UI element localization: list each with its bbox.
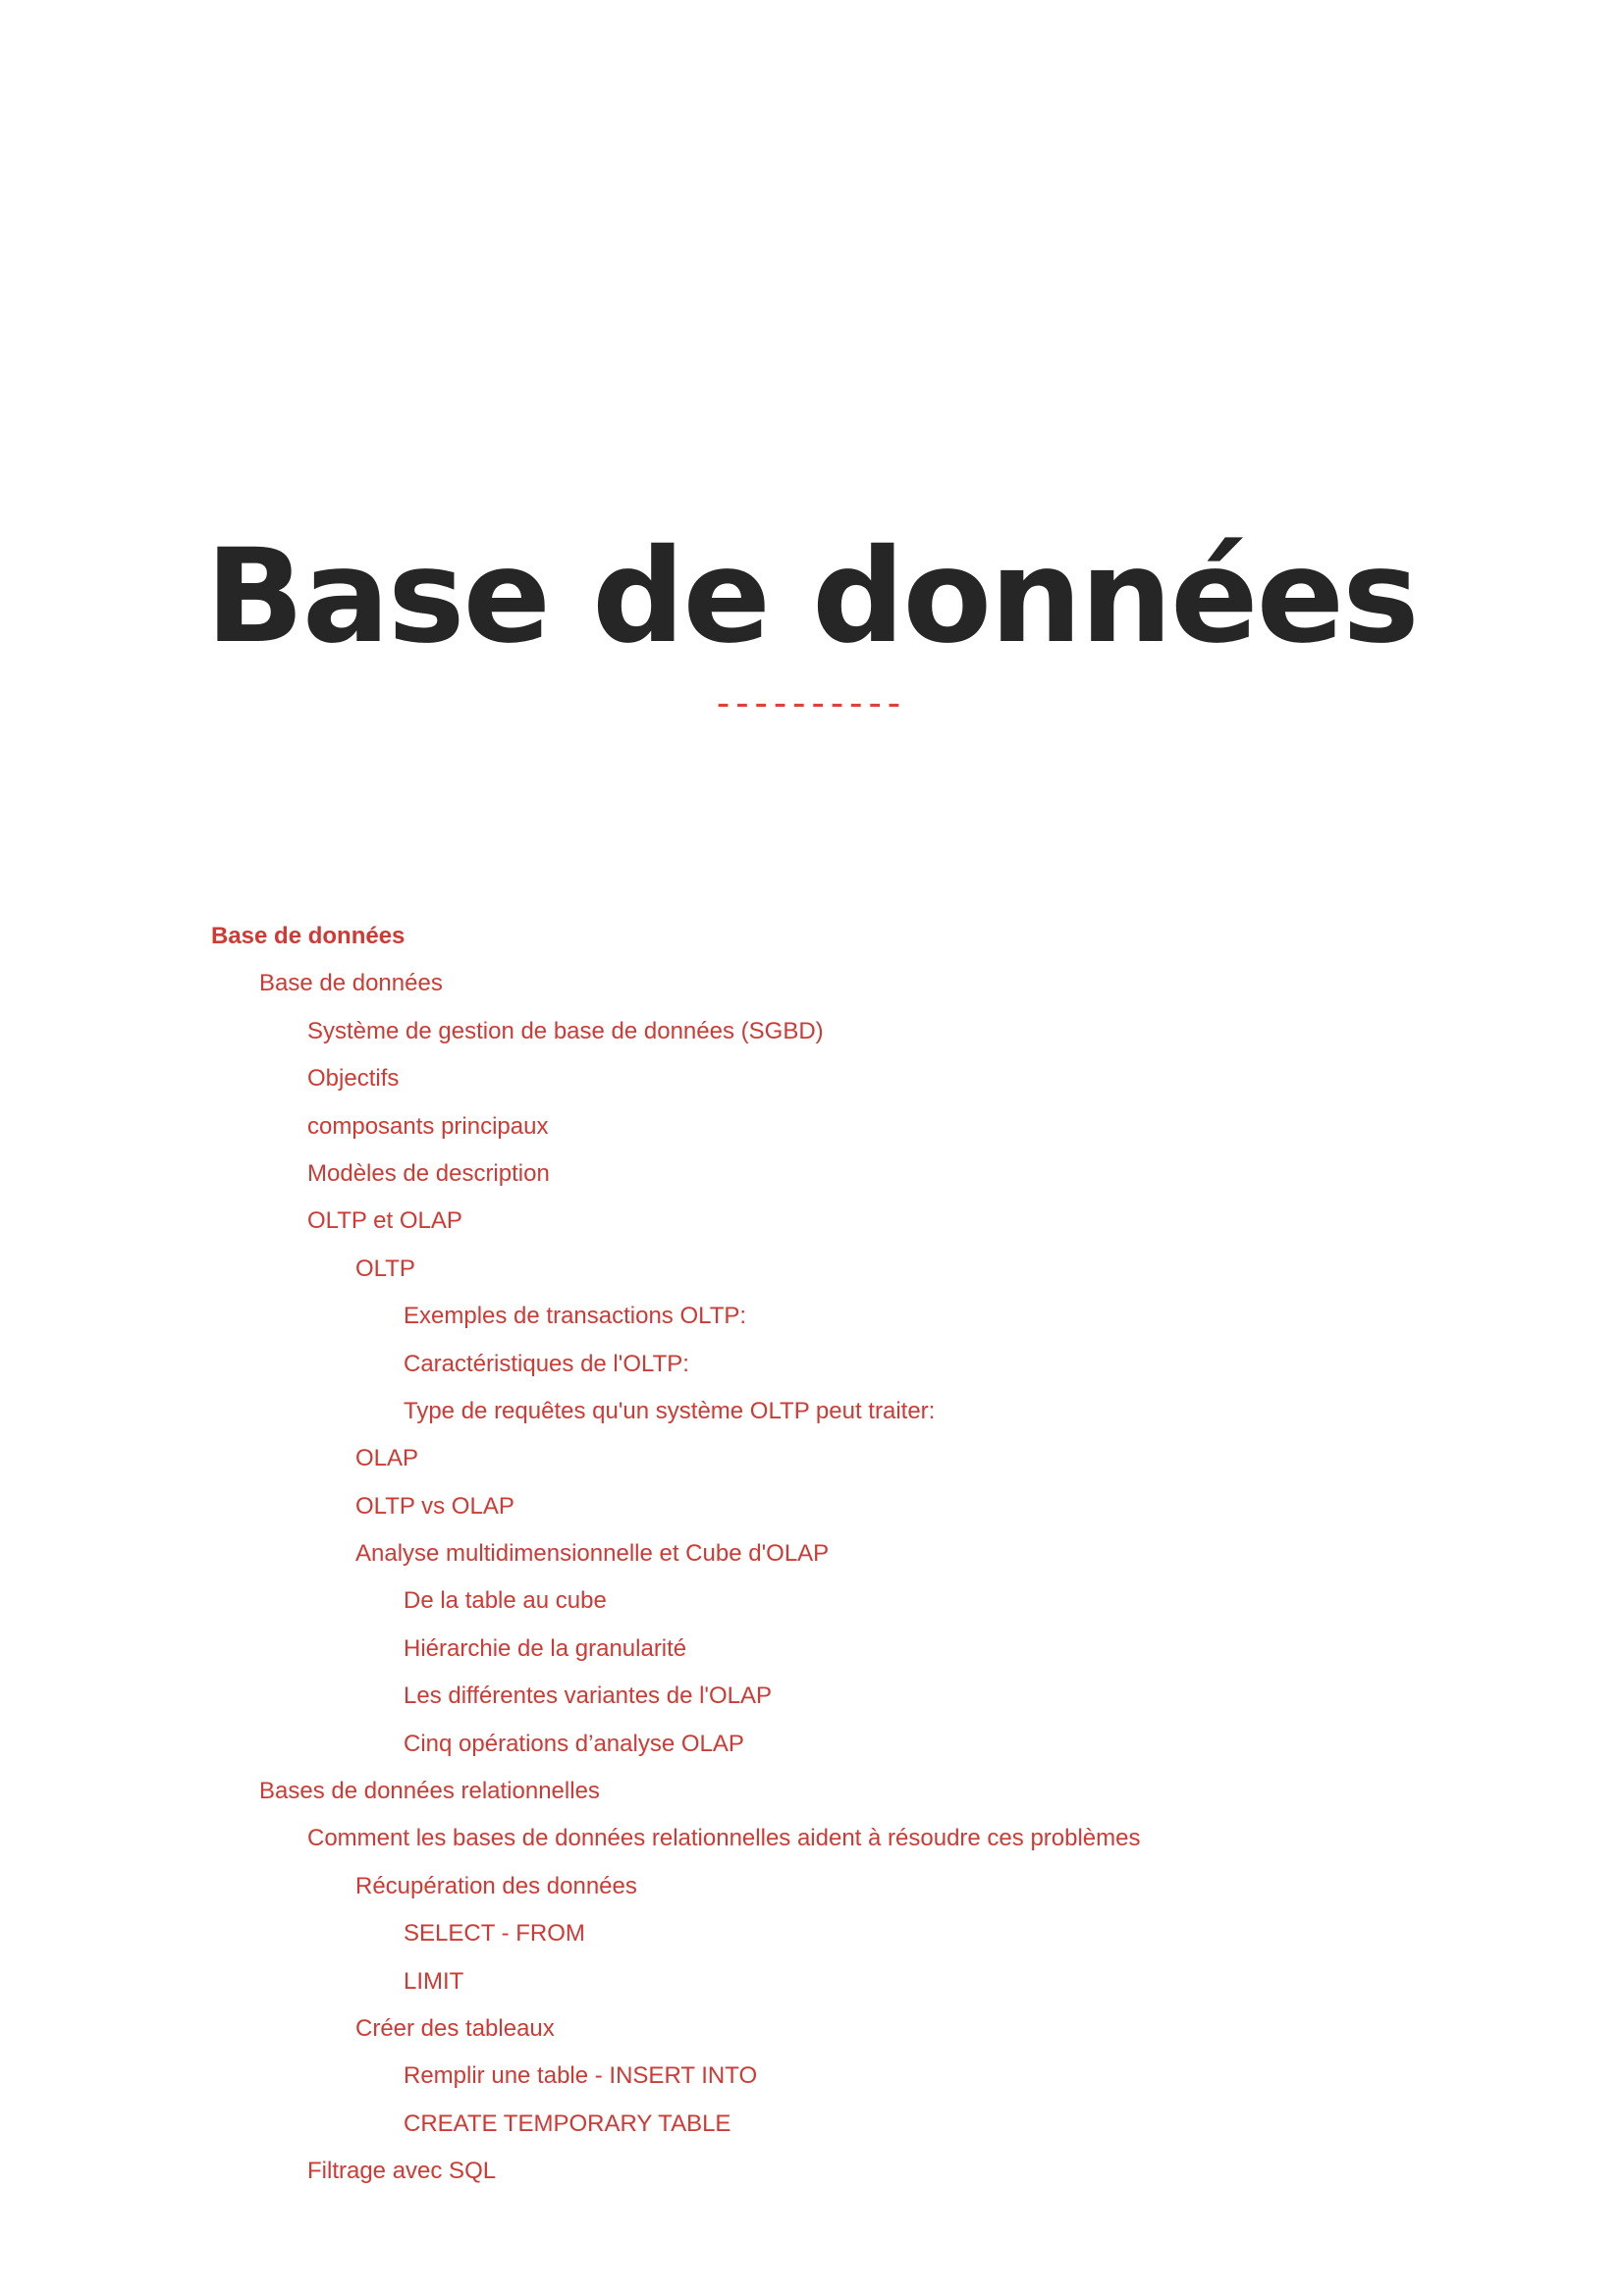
toc-item-limit[interactable]: LIMIT: [404, 1967, 464, 1995]
table-of-contents: [0, 913, 1623, 2196]
toc-item-de-la-table-au-cube[interactable]: De la table au cube: [404, 1587, 607, 1615]
toc-item-comment-bases-relationnelles[interactable]: Comment les bases de données relationnelles aident à résoudre ces problèmes: [307, 1825, 1141, 1852]
title-dashed-rule: ----------: [716, 681, 907, 724]
toc-item-base-de-donnees[interactable]: Base de données: [211, 923, 406, 949]
toc-item-objectifs[interactable]: Objectifs: [307, 1065, 400, 1093]
toc-item-filtrage-sql[interactable]: Filtrage avec SQL: [307, 2158, 497, 2185]
toc-item-type-requetes-oltp[interactable]: Type de requêtes qu'un système OLTP peut traiter:: [404, 1397, 936, 1424]
toc-item-olap[interactable]: OLAP: [355, 1445, 419, 1472]
toc-item-sgbd[interactable]: Système de gestion de base de données (SGBD): [307, 1017, 824, 1044]
toc-item-exemples-transactions-oltp[interactable]: Exemples de transactions OLTP:: [404, 1303, 747, 1330]
toc-item-cinq-operations-olap[interactable]: Cinq opérations d’analyse OLAP: [404, 1730, 744, 1757]
toc-item-oltp[interactable]: OLTP: [355, 1255, 415, 1282]
toc-item-variantes-olap[interactable]: Les différentes variantes de l'OLAP: [404, 1682, 773, 1710]
toc-item-bases-relationnelles[interactable]: Bases de données relationnelles: [259, 1778, 600, 1805]
toc-item-hierarchie-granularite[interactable]: Hiérarchie de la granularité: [404, 1634, 687, 1662]
toc-item-base-de-donnees-section[interactable]: Base de données: [259, 970, 443, 997]
toc-item-oltp-et-olap[interactable]: OLTP et OLAP: [307, 1207, 462, 1235]
toc-item-creer-tableaux[interactable]: Créer des tableaux: [355, 2014, 555, 2042]
toc-item-caracteristiques-oltp[interactable]: Caractéristiques de l'OLTP:: [404, 1350, 689, 1377]
toc-item-select-from[interactable]: SELECT - FROM: [404, 1920, 585, 1948]
toc-item-oltp-vs-olap[interactable]: OLTP vs OLAP: [355, 1492, 514, 1520]
toc-item-analyse-multidimensionnelle[interactable]: Analyse multidimensionnelle et Cube d'OLAP: [355, 1540, 830, 1568]
toc-item-modeles-de-description[interactable]: Modèles de description: [307, 1159, 550, 1187]
toc-item-insert-into[interactable]: Remplir une table - INSERT INTO: [404, 2062, 758, 2090]
document-title: Base de données: [205, 521, 1418, 672]
toc-item-composants-principaux[interactable]: composants principaux: [307, 1112, 549, 1140]
toc-item-create-temporary-table[interactable]: CREATE TEMPORARY TABLE: [404, 2109, 731, 2137]
toc-item-recuperation-donnees[interactable]: Récupération des données: [355, 1872, 637, 1899]
